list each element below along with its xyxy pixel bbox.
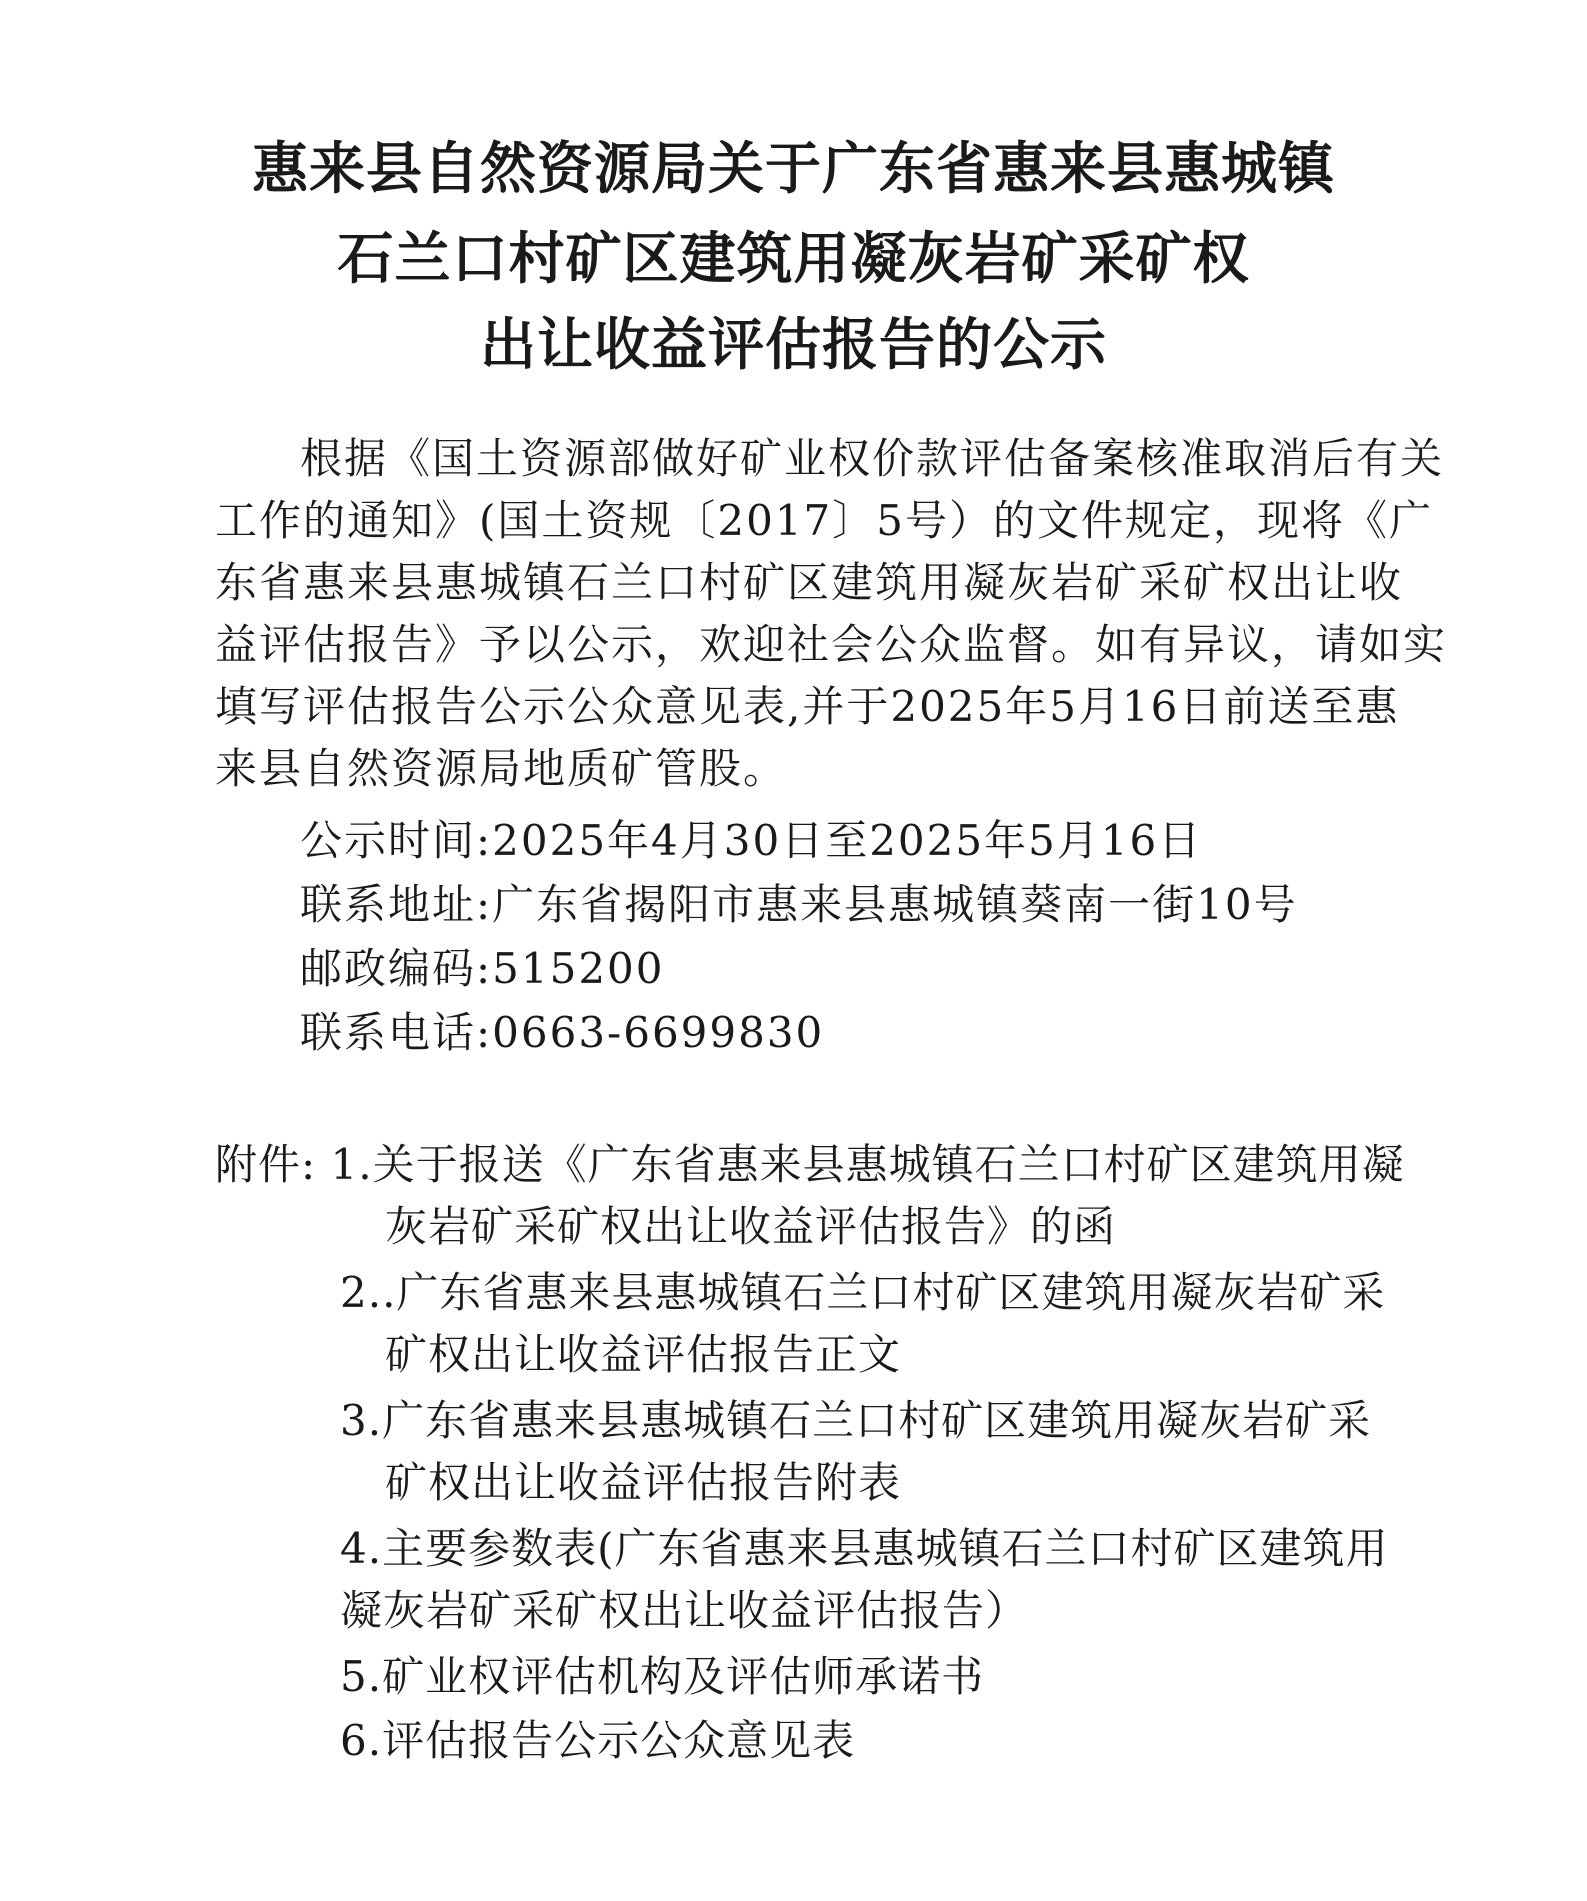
body-line-1: 根据《国土资源部做好矿业权价款评估备案核准取消后有关 bbox=[300, 434, 1445, 483]
contact-address: 联系地址:广东省揭阳市惠来县惠城镇葵南一街10号 bbox=[300, 880, 1298, 929]
attachment-3-line-2: 矿权出让收益评估报告附表 bbox=[385, 1458, 902, 1507]
attachment-4-line-1: 4.主要参数表(广东省惠来县惠城镇石兰口村矿区建筑用 bbox=[340, 1524, 1389, 1573]
attachment-5: 5.矿业权评估机构及评估师承诺书 bbox=[340, 1652, 985, 1701]
title-line-1: 惠来县自然资源局关于广东省惠来县惠城镇 bbox=[252, 137, 1335, 202]
publication-period: 公示时间:2025年4月30日至2025年5月16日 bbox=[300, 816, 1203, 865]
postal-code: 邮政编码:515200 bbox=[300, 944, 665, 993]
contact-phone: 联系电话:0663-6699830 bbox=[300, 1008, 825, 1057]
attachment-2-line-2: 矿权出让收益评估报告正文 bbox=[385, 1330, 902, 1379]
body-line-6: 来县自然资源局地质矿管股。 bbox=[215, 744, 788, 793]
title-line-3: 出让收益评估报告的公示 bbox=[480, 313, 1107, 378]
attachment-3-line-1: 3.广东省惠来县惠城镇石兰口村矿区建筑用凝灰岩矿采 bbox=[340, 1396, 1372, 1445]
title-line-2: 石兰口村矿区建筑用凝灰岩矿采矿权 bbox=[337, 227, 1250, 292]
body-line-2: 工作的通知》(国土资规〔2017〕5号）的文件规定，现将《广 bbox=[215, 496, 1433, 545]
attachment-4-line-2: 凝灰岩矿采矿权出让收益评估报告） bbox=[340, 1586, 1029, 1635]
body-line-5: 填写评估报告公示公众意见表,并于2025年5月16日前送至惠 bbox=[215, 682, 1400, 731]
body-line-4: 益评估报告》予以公示，欢迎社会公众监督。如有异议，请如实 bbox=[215, 620, 1448, 669]
attachment-1-line-1: 附件: 1.关于报送《广东省惠来县惠城镇石兰口村矿区建筑用凝 bbox=[215, 1140, 1405, 1189]
attachment-2-line-1: 2..广东省惠来县惠城镇石兰口村矿区建筑用凝灰岩矿采 bbox=[340, 1268, 1386, 1317]
body-line-3: 东省惠来县惠城镇石兰口村矿区建筑用凝灰岩矿采矿权出让收 bbox=[215, 558, 1404, 607]
attachment-6: 6.评估报告公示公众意见表 bbox=[340, 1716, 856, 1765]
attachment-1-line-2: 灰岩矿采矿权出让收益评估报告》的函 bbox=[385, 1202, 1117, 1251]
